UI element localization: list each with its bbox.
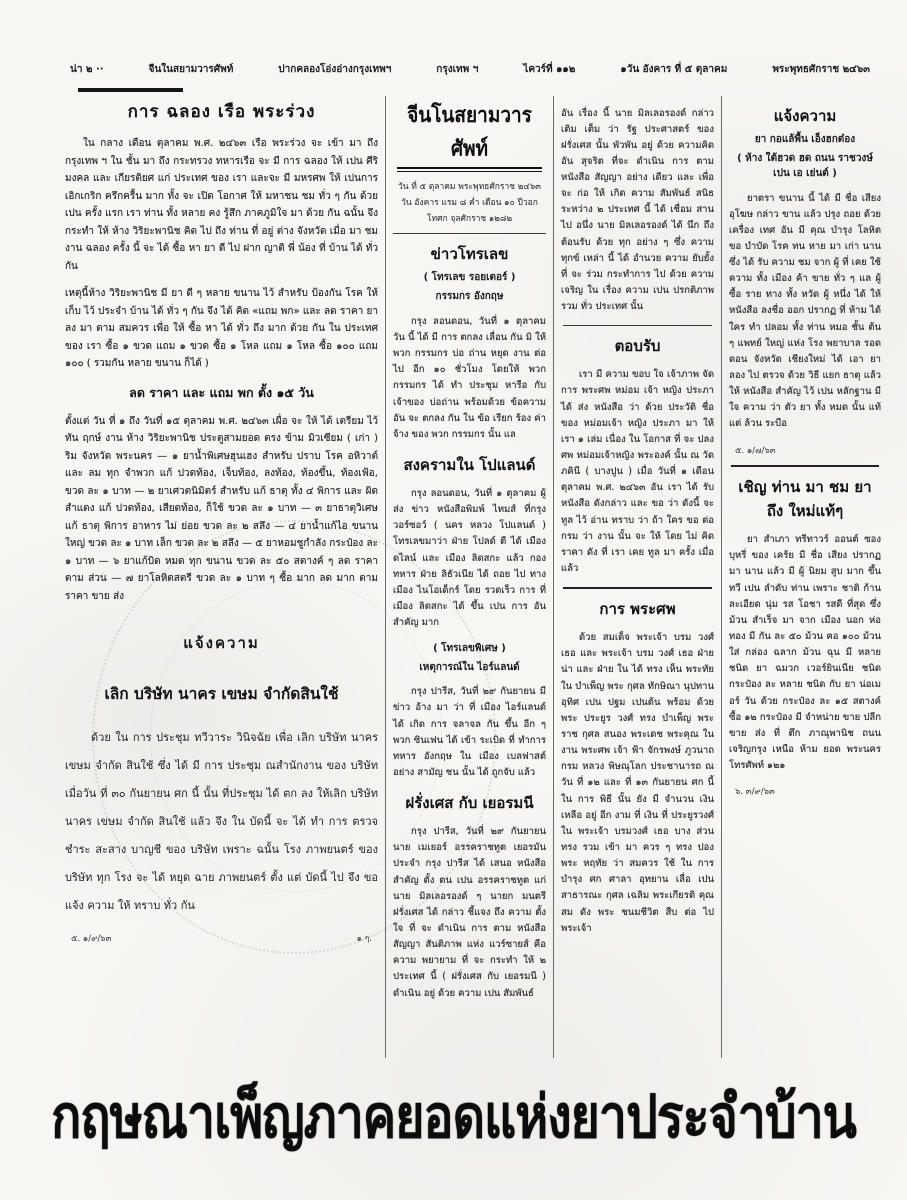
paper-name: จีนในสยามวารศัพท์ xyxy=(148,64,234,75)
ad-body-text: ด้วย ใน การ ประชุม ทวีวาระ วินิจฉัย เพื่อ เลิก บริษัท นาคร เขษม จำกัด สินใช้ ซึ่ง ได้ มี การ ประชุม ณสำนักงาน ของ บริษัท เมื่อวัน ที่ ๓๐ กันยายน ศก นี้ นั้น ที่ประชุม ได้ ตก ลง ให้เลิก บริษัท นาคร เขษม จำกัด สินใช้ แล้ว จึง ใน บัดนี้ จะ ได้ ทำ การ ตรวจ ชำระ สะสาง บาญชี ของ บริษัท เพราะ ฉนั้น โรง ภาพยนตร์ ของ บริษัท ทุก โรง จะ ได้ หยุด ฉาย ภาพยนตร์ ตั้ง แต่ บัดนี้ ไป จึง ขอ แจ้ง ความ ให้ ทราบ ทั่ว กัน xyxy=(65,731,378,913)
masthead-double-rule xyxy=(397,167,542,172)
medicine-ad-body: ยาตรา ขนาน นี้ ได้ มี ชื่อ เสียง อุโฆษ กล่าว ขาน แล้ว ปรุง ถอย ด้วย เครื่อง เทศ อัน มี คุณ บำรุง โลหิต ขอ บำบัด โรค ทน หาย มา เก่า นาน ซึ่ง ได้ รับ ความ ชม จาก ผู้ ที่ เคย ใช้ ความ ทั้ง เมือง ค้า ขาย ทั่ว ๆ แล ผู้ ซื้อ ราย ทาง ทั้ง หวัด ผู้ หนึ่ง ได้ ให้ หนังสือ ลงชื่อ ออก ปรากฏ ที่ ห้าม ได้ ใคร ทำ ปลอม ทั้ง ท่าน หมอ ชั้น ต้น ๆ แพทย์ ใหญ่ แห่ง โรง พยาบาล รอด ดอน จังหวัด เชียงใหม่ ได้ เอา ยา ลอง ไป ตรวจ ด้วย วิธี แยก ธาตุ แล้ว ให้ หนังสือ สำคัญ ไว้ เปน หลักฐาน มี ใจ ความ ว่า ตัว ยา ทั้ง หมด นั้น แท้ แต่ ล้วน ระบือ xyxy=(729,192,881,430)
ad-signature-code: ๖. ๓/๙/๖๓ xyxy=(735,787,775,798)
special-telegram-label: ( โทรเลขพิเศษ ) xyxy=(433,642,506,654)
masthead-lunar-line: วัน อังคาร แรม ๘ ค่ำ เดือน ๑๐ ปีวอก xyxy=(401,198,538,209)
medicine-ad-agent-note: ( ห้าง ใต้ฮวด ฮด ถนน ราชวงษ์ เปน เอ เย่นต์ ) xyxy=(737,153,873,179)
reply-title: ตอบรับ xyxy=(614,336,661,355)
masthead-era-line: โทศก จุลศักราช ๑๒๘๒ xyxy=(426,214,513,225)
tobacco-ad-body: ยา สำเภา ทรีทาวร์ ออนต์ ซองบุหรี่ ของ เคร้ย มี ชื่อ เสียง ปรากฏ มา นาน แล้ว มี ผู้ นิยม สูบ มาก ขึ้น ทวี เปน ลำดับ ท่าน เพราะ ชาติ ก้าน ละเอียด นุ่ม รส โอชา รสดี ที่สุด ซึ่ง ม้วน สำเร็จ มา จาก เมือง นอก ห่อ ทอง มี กัน ละ ๕๐ ม้วน ฅอ ๑๐๐ ม้วน ใส่ กล่อง ฉลาก ม้วน ฉุน มี หลาย ชนิด ยา ฉมวก เวอร์ยินเนีย ชนิด กระป๋อง ละ หลาย ชนิด กับ ยา น่อเมอร์ วัน ด้วย กระป๋อง ละ ๑๕ สตางค์ ซื้อ ๑๒ กระป๋อง มี จำหน่าย ขาย ปลีก ขาย ส่ง ที่ ตึก ภาณุพานิช ถนน เจริญกรุง เหนือ ห้าม ยอด พระนคร โทรศัพท์ ๑๒๑ xyxy=(729,534,881,772)
british-workers-subhead: กรรมกร อังกฤษ xyxy=(435,291,504,303)
article-paragraph: เหตุนี้ห้าง วิริยะพานิช มี ยา ดี ๆ หลาย ขนาน ไว้ สำหรับ ป้องกัน โรค ให้ เก็บ ไว้ ประจำ บ้าน ได้ ทั่ว ๆ กัน จึง ได้ คิด «แถม พก» และ ลด ราคา ยา ลง มา ตาม สมควร เพื่อ ให้ ซื้อ หา ได้ ทั่ว ถึง มาก ด้วย กัน ใน ประเทศ ของ เรา ซื้อ ๑ ขวด แถม ๑ ขวด ซื้อ ๑ โหล แถม ๑ โหล ซื้อ ๑๐๐ แถม ๑๐๐ ( รวมกัน หลาย ขนาน ก็ได้ ) xyxy=(65,288,378,369)
masthead-date-line: วัน ที่ ๕ ตุลาคม พระพุทธศักราช ๒๔๖๓ xyxy=(398,182,541,192)
masthead-title: จีนโนสยามวารศัพท์ xyxy=(407,102,532,162)
ad-signature-row xyxy=(71,931,372,945)
article-paragraph: ใน กลาง เดือน ตุลาคม พ.ศ. ๒๔๖๓ เรือ พระร่วง จะ เข้า มา ถึง กรุงเทพ ฯ ใน ชั้น มา ถึง กระทรวง ทหารเรือ จะ มี การ ฉลอง ให้ เปน ศีริมงคล และ เกียรติยศ แก่ ประเทศ ของ เรา และจะ มี มหรศพ ให้ เปนการ เอิกเกริก ครึกครื้น มาก ทั้ง จะ เปิด โอกาศ ให้ มหาชน ชม ทั่ว ๆ กัน ด้วย เปน ครั้ง แรก เรา ท่าน ทั้ง หลาย คง รู้สึก ภาคภูมิใจ มา ด้วย กัน ฉนั้น จึง กระทำ ให้ ห้าง วิริยะพานิช คิด ไป ถึง ท่าน ที่ อยู่ ต่าง จังหวัด เมื่อ มา ชม งาน ฉลอง ครั้ง นี้ จะ ได้ ซื้อ หา ยา ดี ไป ฝาก ญาติ พี่ น้อง ที่ บ้าน ได้ ทั่ว กัน xyxy=(65,138,378,272)
section-divider xyxy=(563,325,712,326)
page-number: น่า ๒ ·· xyxy=(70,64,104,75)
poland-war-title: สงครามใน โปแลนด์ xyxy=(403,455,536,474)
paper-address: ปากคลองโอ่งอ่างกรุงเทพฯ xyxy=(278,64,392,75)
issue-date: ๑วัน อังคาร ที่ ๕ ตุลาคม xyxy=(620,64,728,75)
ad-signature-code: ๕. ๑/๙/๖๓ xyxy=(71,934,112,945)
column-3 xyxy=(553,96,721,1058)
bottom-display-banner: กฤษณาเพ็ญภาคยอดแห่งยาประจำบ้าน xyxy=(51,1082,856,1151)
column-grid xyxy=(58,96,888,1058)
section-divider xyxy=(731,465,879,467)
discount-subheading: ลด ราคา และ แถม พก ตั้ง ๑๕ วัน xyxy=(129,384,314,400)
reply-body: เรา มี ความ ขอบ ใจ เจ้าภาพ จัด การ พระศพ หม่อม เจ้า หญิง ประภา ได้ ส่ง หนังสือ ว่า ด้วย ประวัติ ชื่อ ของ หม่อมเจ้า หญิง ประภา มา ให้ เรา ๑ เล่ม เนื่อง ใน โอกาส ที่ จะ ปลง ศพ หม่อมเจ้าหญิง พระองค์ นั้น ณ วัด ภคินี ( บางปูน ) เมื่อ วันที่ ๑ เดือน ตุลาคม พ.ศ. ๒๔๖๓ อัน เรา ได้ รับ หนังสือ ดังกล่าว และ ขอ ว่า ดังนี้ จะ ทูล ไว้ อ่าน ทราบ ว่า ถ้า ใคร ขอ ต่อ กรม ว่า งาน นั้น จะ ให้ โดย ไม่ คิด ราคา ดัง ที่ เรา เคย ทูล มา ครั้ง เมื่อ แล้ว xyxy=(561,369,714,575)
ireland-events-body: กรุง ปารีส, วันที่ ๒๙ กันยายน มี ข่าว อ้าง มา ว่า ที่ เมือง ไอร์แลนด์ ได้ เกิด การ จลาจล กัน ขึ้น อีก ๆ พวก ซินเฟน ได้ เข้า ระเบิด ที่ ทำการ ทหาร อังกฤษ ใน เมือง เบลฟาสต์ อย่าง สามัญ ชน นั้น ได้ ถูกจับ แล้ว xyxy=(393,686,546,779)
company-dissolution-ad xyxy=(65,631,378,945)
royal-funeral-body: ด้วย สมเด็จ พระเจ้า บรม วงศ์ เธอ และ พระเจ้า บรม วงศ์ เธอ ฝ่าย น่า และ ฝ่าย ใน ได้ ทรง เห็น พระทัย ใน บำเพ็ญ พระ กุศล ทักษิณา นุปทาน อุทิศ เปน ปฐม เปนต้น พร้อม ด้วย พระ ประยูร วงศ์ ทรง บำเพ็ญ พระ ราช กุศล สนอง พระเดช พระคุณ ใน งาน พระศพ เจ้า ฟ้า จักรพงษ์ ภูวนาถ กรม หลวง พิษณุโลก ประชานารถ ณ วัน ที่ ๑๒ และ ที่ ๑๓ กันยายน ศก นี้ ใน การ พิธี นั้น ยัง มี จำนวน เงิน เหลือ อยู่ อีก งาม ที่ เงิน ที่ ประยูรวงศ์ ใน พระเจ้า บรมวงศ์ เธอ บาง ส่วน ทรง รวม เข้า มา ควร ๆ ทรง ปอง พระ หฤทัย ว่า สมควร ใช้ ใน การ บำรุง ศก ศาลา อุทยาน เลื่อ เปน สาธารณะ กุศล เฉลิม พระเกียรติ คุณสม ดัง พระ ชนมชีวิต สืบ ต่อ ไป พระเจ้า xyxy=(561,632,714,934)
column-4 xyxy=(721,96,888,1058)
medicine-ad-signature xyxy=(735,443,875,457)
folio-header xyxy=(70,62,870,77)
medicine-ad-title: แจ้งความ xyxy=(773,107,837,125)
ad-signature-code: ๕. ๑/๗/๖๓ xyxy=(735,445,776,456)
tobacco-ad-title: เชิญ ท่าน มา ชม ยา ถึง ใหม่แท้ๆ xyxy=(738,477,872,520)
royal-funeral-title: การ พระศพ xyxy=(599,599,676,618)
france-germany-title: ฝรั่งเศส กับ เยอรมนี xyxy=(405,793,534,812)
column-2 xyxy=(385,96,553,1058)
article-headline-ship-celebration: การ ฉลอง เรือ พระร่วง xyxy=(127,102,316,122)
price-list-paragraph: ตั้งแต่ วัน ที่ ๑ ถึง วันที่ ๑๕ ตุลาคม พ.ศ. ๒๔๖๓ เผื่อ จะ ให้ ได้ เตรียม ไว้ ทัน ฤกษ์ งาน ห้าง วิริยะพานิช ประตูสามยอด ตรง ข้าม มิวเซียม ( เก่า ) ริม จังหวัด พระนคร — ๑ ยาน้ำพิเศษฮุนเฮง สำหรับ ปราบ โรค อหิวาต์ และ ลม ทุก จำพวก แก้ ปวดท้อง, เจ็บท้อง, ลงท้อง, ท้องขึ้น, ท้องเฟ้อ, ขวด ละ ๑ บาท — ๒ ยาเศวตนิมิตร์ สำหรับ แก้ ธาตุ ทั้ง ๔ พิการ และ ผิด สำแดง แก้ ปวดท้อง, เสียดท้อง, ก็ใช้ ขวด ละ ๑ บาท — ๓ ยาธาตุวิเศษ แก้ ธาตุ พิการ อาหาร ไม่ ย่อย ขวด ละ ๒ สลึง — ๔ ยาน้ำแก้ไอ ขนาน ใหญ่ ขวด ละ ๑ บาท เล็ก ขวด ละ ๒ สลึง — ๕ ยาหอมชูกำลัง กระป๋อง ละ ๑ บาท — ๖ ยาแก้บิด หมด ทุก ขนาน ขวด ละ ๕๐ สตางค์ ๆ ลด ราคา ตาม ส่วน — ๗ ยาโลหิตสตรี ขวด ละ ๑ บาท ๆ ซื้อ มาก ลด มาก ตาม ราคา ขาย ส่ง xyxy=(65,415,378,602)
ireland-events-title: เหตุการณ์ใน ไอร์แลนด์ xyxy=(419,661,520,673)
ad-signature-mark: ๑ ๆ. xyxy=(356,934,372,945)
masthead xyxy=(393,96,546,234)
tobacco-ad-signature xyxy=(735,784,875,798)
paper-city: กรุงเทพ ฯ xyxy=(436,64,479,75)
ad-announcement-title: แจ้งความ xyxy=(183,634,260,652)
telegraph-news-body: กรุง ลอนดอน, วันที่ ๑ ตุลาคม วัน นี้ ได้ มี การ ตกลง เลื่อน กัน มิ ให้ พวก กรรมกร บ่อ ถ่าน หยุด งาน ต่อ ไป อีก ๑๐ ชั่วโมง โดยให้ พวก กรรมกร ได้ ทำ ประชุม หารือ กับ เจ้าของ บ่อถ่าน พร้อมด้วย ข้อความ อัน จะ ตกลง กัน ใน ข้อ เรียก ร้อง ค่า จ้าง ของ พวก กรรมกร นั้น แล xyxy=(393,315,546,440)
issue-number: ไควร์ที่ ๑๑๒ xyxy=(523,64,576,75)
section-divider xyxy=(563,587,712,589)
header-rule xyxy=(78,88,183,92)
ad-company-line: เลิก บริษัท นาคร เขษม จำกัดสินใช้ xyxy=(104,685,339,703)
buddhist-era: พระพุทธศักราช ๒๔๖๓ xyxy=(772,64,870,75)
reuters-credit: ( โทรเลข รอยเตอร์ ) xyxy=(423,272,516,284)
column-1 xyxy=(58,96,385,1058)
france-germany-body: กรุง ปารีส, วันที่ ๒๙ กันยายน นาย เมเยอร์ อรรคราชทูต เยอรมัน ประจำ กรุง ปารีส ได้ เสนอ หนังสือ สำคัญ ตั้ง ตน เปน อรรคราชทูต แก่ นาย มิลเลอรองด์ ๆ นายก มนตรี ฝรั่งเศส ได้ กล่าว ชี้แจง ถึง ความ ตั้ง ใจ ที่ จะ ดำเนิน การ ตาม หนังสือ สัญญา สันติภาพ แห่ง แวร์ซายส์ คือ ความ พยายาม ที่ จะ กระทำ ให้ ๒ ประเทศ นี้ ( ฝรั่งเศส กับ เยอรมนี ) ดำเนิน อยู่ ด้วย ความ เปน สัมพันธ์ xyxy=(393,826,546,999)
medicine-ad-brand: ยา กอแล้พื้น เอ็งฮกต๋อง xyxy=(754,134,856,145)
telegraph-news-title: ข่าวโทรเลข xyxy=(430,245,509,264)
continuation-body: อัน เรื่อง นี้ นาย มิลเลอรองด์ กล่าว เติม เต็ม ว่า รัฐ ประศาสตร์ ของ ฝรั่งเศส นั้น พัวพัน อยู่ ด้วย ความคิด อัน สุจริต ที่จะ ดำเนิน การ ตาม หนังสือ สัญญา อย่าง เดียว และ เพื่อ จะ ก่อ ให้ เกิด ความ สัมพันธ์ สนิธ ระหว่าง ๒ ประเทศ นี้ ได้ เชื่อม สาน ไป อนึ่ง นาย มิลเลอรองด์ ได้ นึก ถึง ต้อนรับ ด้วย ทุก อย่าง ๆ ซึ่ง ความ ทุกข์ เหล่า นี้ ได้ อำนวย ความ ยับยั้ง ที่ จะ ร่วม กระทำการ ไป ด้วย ความ เจริญ ใน เรื่อง ความ เปน ปรกติภาพ รวม ทั่ว ประเทศ นั้น xyxy=(561,107,714,313)
poland-war-body: กรุง ลอนดอน, วันที่ ๑ ตุลาคม ผู้ ส่ง ข่าว หนังสือพิมพ์ ไทมส์ ที่กรุงวอร์ซอว์ ( นคร หลวง โปแลนด์ ) โทรเลขมาว่า ฝ่าย โปลด์ ตี ได้ เมือง ดไลน์ และ เมือง ลิดสกะ แล้ว กองทหาร ฝ่าย ลิธัวเนีย ได้ ถอย ไป ทาง เมือง ไนโอเด็กร์ โดย รวดเร็ว การ ที่ เมือง ลิดสกะ ได้ ขึ้น เปน การ อัน สำคัญ มาก xyxy=(393,488,546,629)
